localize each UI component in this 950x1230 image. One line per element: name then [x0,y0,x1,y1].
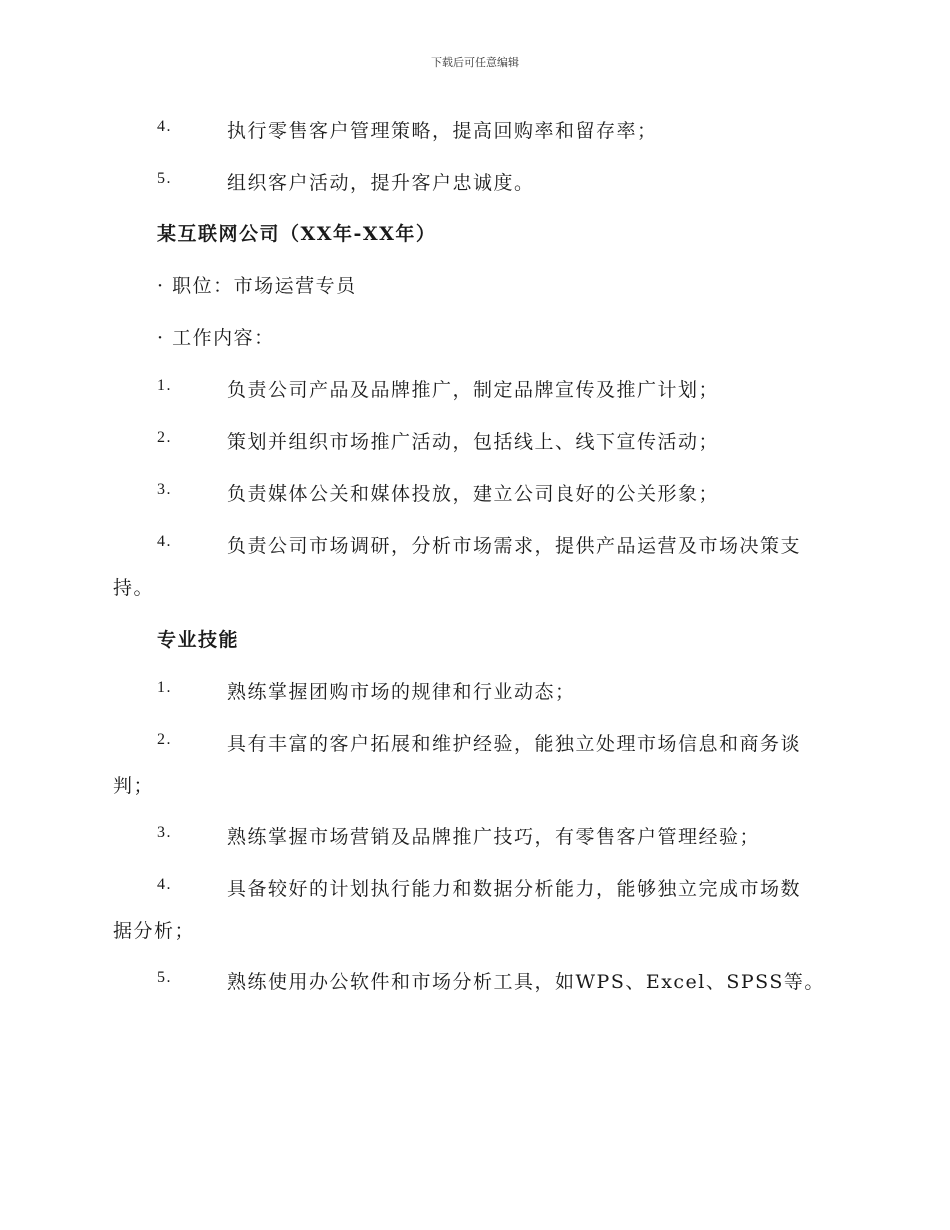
list-number: 2. [157,429,172,446]
list-text: 具有丰富的客户拓展和维护经验，能独立处理市场信息和商务谈 [227,733,802,755]
list-text: 熟练使用办公软件和市场分析工具，如WPS、Excel、SPSS等。 [227,971,825,993]
list-text: 负责公司产品及品牌推广，制定品牌宣传及推广计划； [227,379,720,401]
list-text: 具备较好的计划执行能力和数据分析能力，能够独立完成市场数 [227,878,802,900]
list-text-continuation: 判； [113,775,155,797]
list-text: 熟练掌握市场营销及品牌推广技巧，有零售客户管理经验； [227,826,761,848]
list-text: 负责媒体公关和媒体投放，建立公司良好的公关形象； [227,483,720,505]
list-text-continuation: 持。 [113,577,155,599]
list-number: 4. [157,876,172,893]
company-heading: 某互联网公司（XX年-XX年） [157,223,437,245]
list-text: 执行零售客户管理策略，提高回购率和留存率； [227,120,658,142]
list-number: 1. [157,679,172,696]
list-number: 2. [157,731,172,748]
list-number: 1. [157,377,172,394]
list-text: 负责公司市场调研，分析市场需求，提供产品运营及市场决策支 [227,535,802,557]
list-number: 5. [157,170,172,187]
list-text-continuation: 据分析； [113,920,196,942]
list-text: 熟练掌握团购市场的规律和行业动态； [227,681,576,703]
list-text: 策划并组织市场推广活动，包括线上、线下宣传活动； [227,431,720,453]
content-label: · 工作内容： [157,327,275,349]
list-number: 3. [157,481,172,498]
list-number: 4. [157,118,172,135]
list-number: 5. [157,969,172,986]
list-number: 4. [157,533,172,550]
header-note: 下载后可任意编辑 [431,56,519,69]
list-text: 组织客户活动，提升客户忠诚度。 [227,172,535,194]
list-number: 3. [157,824,172,841]
position-line: · 职位：市场运营专员 [157,275,357,297]
skills-heading: 专业技能 [157,629,240,651]
